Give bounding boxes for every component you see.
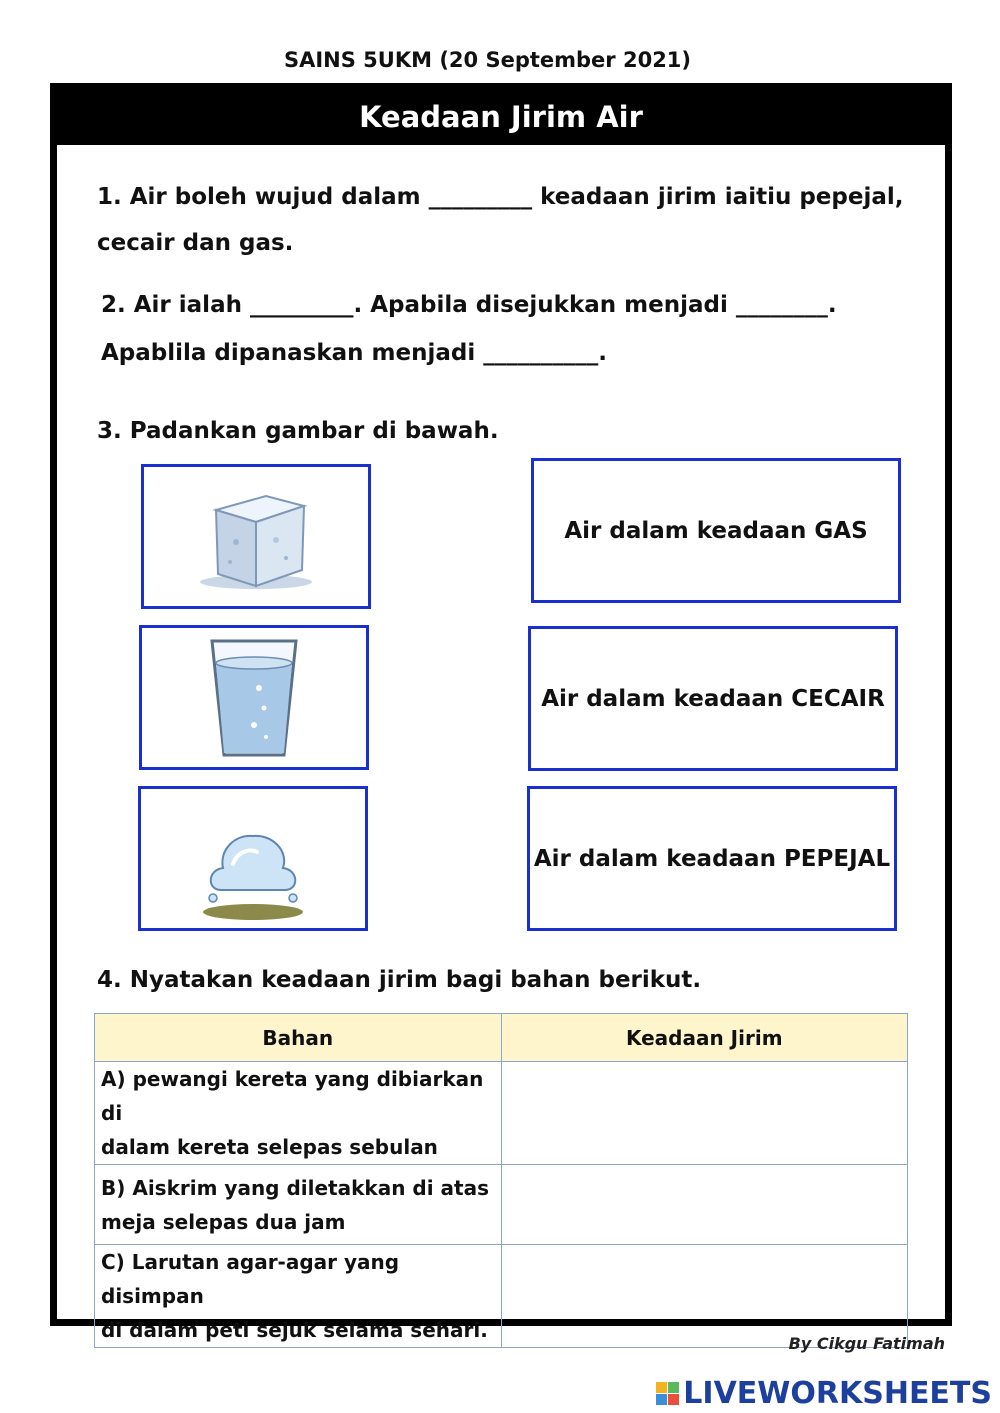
row-b-line-1: B) Aiskrim yang diletakkan di atas: [101, 1175, 489, 1200]
table-header-bahan: Bahan: [95, 1014, 502, 1062]
match-label-gas[interactable]: Air dalam keadaan GAS: [531, 458, 901, 603]
worksheet-title: Keadaan Jirim Air: [57, 90, 945, 145]
picture-box-gas[interactable]: [138, 786, 368, 931]
match-label-liquid[interactable]: Air dalam keadaan CECAIR: [528, 626, 898, 771]
question-1-line-1: 1. Air boleh wujud dalam _________ keadaan jirim iaitiu pepejal,: [97, 184, 904, 210]
row-a-line-1: A) pewangi kereta yang dibiarkan di: [101, 1067, 484, 1125]
glass-of-water-icon: [204, 633, 304, 763]
worksheet-subtitle: SAINS 5UKM (20 September 2021): [283, 48, 692, 72]
row-c-line-2: di dalam peti sejuk selama sehari.: [101, 1318, 488, 1342]
question-1-line-2: cecair dan gas.: [97, 230, 294, 256]
ice-cube-icon: [196, 482, 316, 592]
brand-name: LIVEWORKSHEETS: [683, 1376, 992, 1411]
question-3: 3. Padankan gambar di bawah.: [97, 418, 499, 444]
picture-box-water[interactable]: [139, 625, 369, 770]
answer-cell-b[interactable]: [501, 1165, 907, 1245]
states-of-matter-table: [94, 1013, 908, 1348]
liveworksheets-brand[interactable]: [656, 1376, 992, 1411]
table-row: [95, 1165, 908, 1245]
row-c-line-1: C) Larutan agar-agar yang disimpan: [101, 1250, 400, 1308]
question-2-line-2: Apablila dipanaskan menjadi __________.: [101, 340, 607, 366]
question-2-line-1: 2. Air ialah _________. Apabila disejukkan menjadi ________.: [101, 292, 837, 318]
answer-cell-a[interactable]: [501, 1062, 907, 1165]
liveworksheets-logo-icon: [656, 1382, 679, 1405]
question-4: 4. Nyatakan keadaan jirim bagi bahan berikut.: [97, 967, 702, 993]
author-credit: By Cikgu Fatimah: [788, 1334, 945, 1353]
table-row: [95, 1062, 908, 1165]
table-row: [95, 1245, 908, 1348]
row-a-line-2: dalam kereta selepas sebulan: [101, 1135, 438, 1159]
match-label-solid[interactable]: Air dalam keadaan PEPEJAL: [527, 786, 897, 931]
table-header-keadaan: Keadaan Jirim: [501, 1014, 907, 1062]
steam-cloud-icon: [193, 794, 313, 924]
row-b-line-2: meja selepas dua jam: [101, 1209, 346, 1234]
answer-cell-c[interactable]: [501, 1245, 907, 1348]
picture-box-ice[interactable]: [141, 464, 371, 609]
